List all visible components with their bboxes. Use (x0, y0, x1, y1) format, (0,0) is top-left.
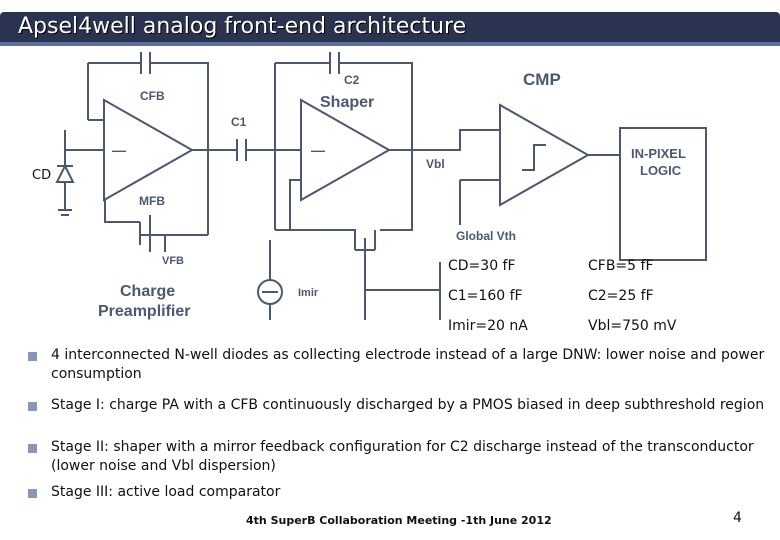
charge-label: Charge (120, 283, 176, 300)
preamplifier-label: Preamplifier (98, 303, 191, 320)
cmp-label: CMP (523, 70, 561, 89)
c1-label: C1 (231, 115, 247, 129)
preamp-minus-sign: — (112, 142, 126, 158)
shaper-label: Shaper (320, 94, 375, 111)
in-pixel-logic-label-1: IN-PIXEL (631, 146, 686, 161)
global-vth-label: Global Vth (456, 229, 516, 243)
bullet-text: Stage II: shaper with a mirror feedback configuration for C2 discharge instead of the transconductor (lower noise and Vbl dispersion) (51, 439, 754, 474)
vbl-label: Vbl (426, 157, 445, 171)
imir-label: Imir (298, 287, 319, 299)
param-cfb: CFB=5 fF (588, 258, 654, 274)
cfb-label: CFB (140, 89, 165, 103)
bullet-marker (28, 352, 37, 361)
bullet-text: 4 interconnected N-well diodes as collecting electrode instead of a large DNW: lower noise and power consumption (51, 347, 765, 382)
vfb-label: VFB (162, 255, 184, 267)
in-pixel-logic-label-2: LOGIC (640, 163, 682, 178)
page-number: 4 (733, 510, 742, 526)
param-cd: CD=30 fF (448, 258, 516, 274)
param-vbl: Vbl=750 mV (588, 318, 677, 334)
page-title: Apsel4well analog front-end architecture (18, 14, 467, 39)
param-c2: C2=25 fF (588, 288, 654, 304)
bullet-marker (28, 444, 37, 453)
mfb-label: MFB (139, 194, 165, 208)
c2-label: C2 (344, 73, 360, 87)
cd-label: CD (32, 168, 52, 183)
bullet-marker (28, 489, 37, 498)
bullet-marker (28, 402, 37, 411)
footer-text: 4th SuperB Collaboration Meeting -1th June 2012 (246, 514, 552, 527)
bullet-text: Stage III: active load comparator (51, 484, 281, 500)
shaper-minus-sign: — (311, 142, 325, 158)
bullet-text: Stage I: charge PA with a CFB continuously discharged by a PMOS biased in deep subthreshold region (51, 397, 765, 413)
param-imir: Imir=20 nA (448, 318, 528, 334)
param-c1: C1=160 fF (448, 288, 523, 304)
